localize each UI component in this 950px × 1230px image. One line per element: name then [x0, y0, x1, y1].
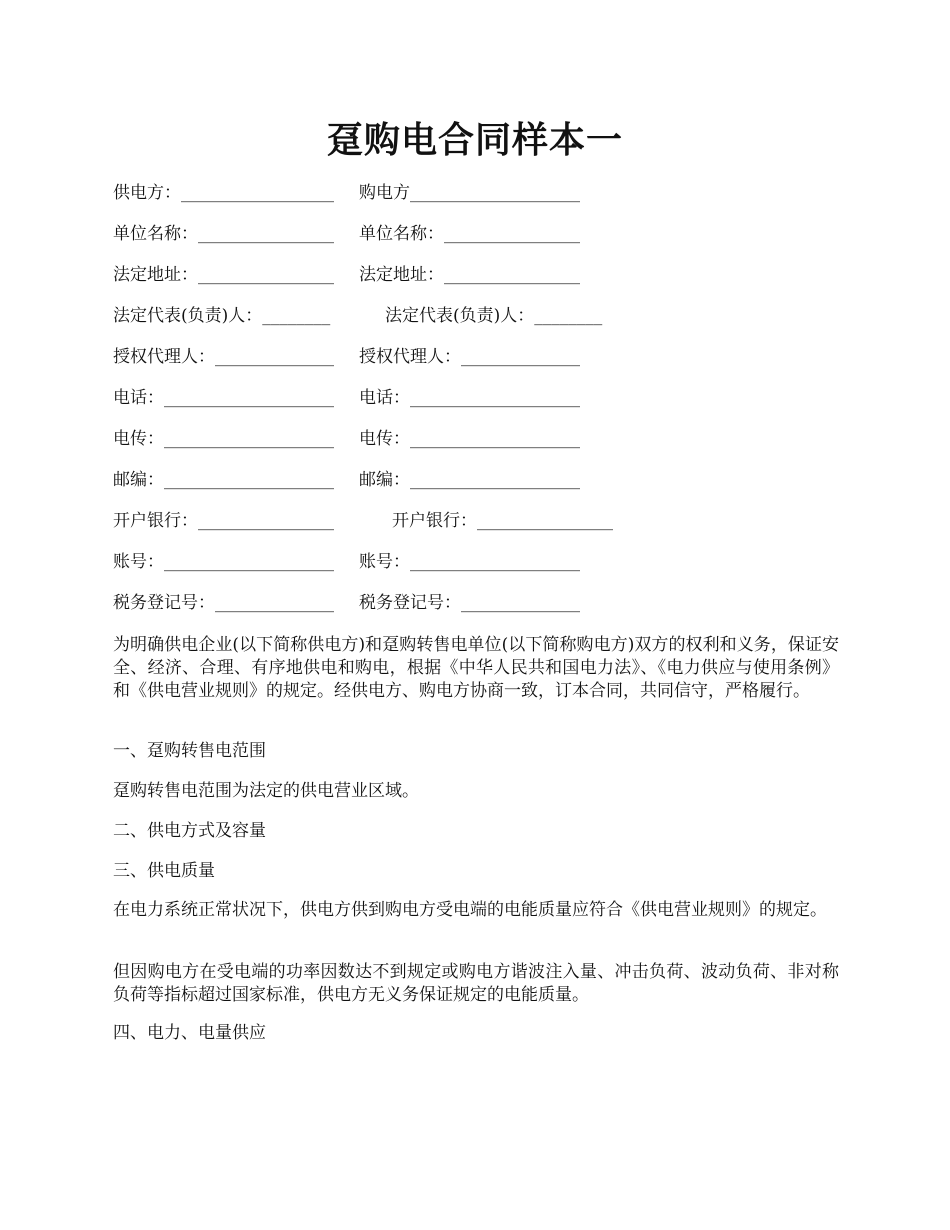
supplier-bank-field: 开户银行：________________	[113, 511, 334, 531]
section-1-text: 趸购转售电范围为法定的供电营业区域。	[113, 781, 419, 801]
buyer-address-field: 法定地址：________________	[359, 265, 580, 285]
buyer-telex-field: 电传：____________________	[359, 429, 580, 449]
section-1-heading: 一、趸购转售电范围	[113, 741, 266, 761]
section-3-paragraph-1: 在电力系统正常状况下，供电方供到购电方受电端的电能质量应符合《供电营业规则》的规定。	[113, 900, 827, 920]
supplier-agent-field: 授权代理人：______________	[113, 347, 334, 367]
buyer-field: 购电方____________________	[359, 183, 580, 203]
buyer-account-field: 账号：____________________	[359, 552, 580, 572]
supplier-telex-field: 电传：____________________	[113, 429, 334, 449]
intro-paragraph: 为明确供电企业(以下简称供电方)和趸购转售电单位(以下简称购电方)双方的权利和义务，保证安全、经济、合理、有序地供电和购电，根据《中华人民共和国电力法》、《电力供应与使用条例》和《供电营业规则》的规定。经供电方、购电方协商一致，订本合同，共同信守，严格履行。	[113, 635, 839, 701]
buyer-postcode-field: 邮编：____________________	[359, 470, 580, 490]
supplier-field: 供电方：__________________	[113, 183, 334, 203]
supplier-account-field: 账号：____________________	[113, 552, 334, 572]
supplier-unit-name-field: 单位名称：________________	[113, 224, 334, 244]
buyer-bank-field: 开户银行：________________	[392, 511, 613, 531]
document-title: 趸购电合同样本一	[326, 119, 623, 161]
section-4-heading: 四、电力、电量供应	[113, 1023, 266, 1043]
supplier-address-field: 法定地址：________________	[113, 265, 334, 285]
buyer-tax-field: 税务登记号：______________	[359, 593, 580, 613]
section-3-paragraph-2: 但因购电方在受电端的功率因数达不到规定或购电方谐波注入量、冲击负荷、波动负荷、非对称负荷等指标超过国家标准，供电方无义务保证规定的电能质量。	[113, 962, 839, 1005]
supplier-legal-rep-field: 法定代表(负责)人：________	[113, 306, 331, 326]
section-3-heading: 三、供电质量	[113, 861, 215, 881]
section-2-heading: 二、供电方式及容量	[113, 821, 266, 841]
supplier-tax-field: 税务登记号：______________	[113, 593, 334, 613]
supplier-postcode-field: 邮编：____________________	[113, 470, 334, 490]
buyer-phone-field: 电话：____________________	[359, 388, 580, 408]
supplier-phone-field: 电话：____________________	[113, 388, 334, 408]
buyer-legal-rep-field: 法定代表(负责)人：________	[385, 306, 603, 326]
buyer-unit-name-field: 单位名称：________________	[359, 224, 580, 244]
buyer-agent-field: 授权代理人：______________	[359, 347, 580, 367]
